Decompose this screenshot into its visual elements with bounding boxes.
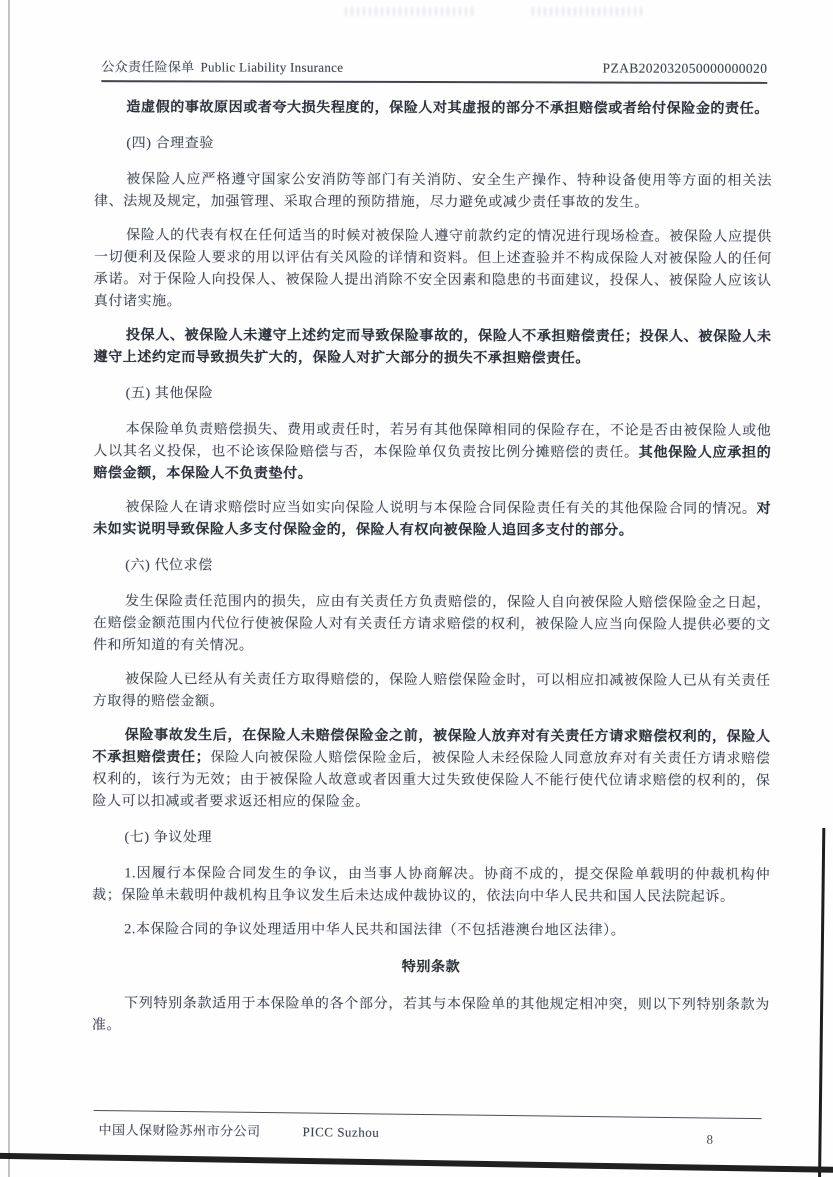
body-blocks <box>92 85 773 1051</box>
text-segment: 1.因履行本保险合同发生的争议，由当事人协商解决。协商不成的，提交保险单载明的仲裁机构仲裁；保险单未载明仲裁机构且争议发生后未达成仲裁协议的，依法向中华人民共和国人民法院起诉。 <box>92 866 771 905</box>
text-segment: 下列特别条款适用于本保险单的各个部分，若其与本保险单的其他规定相冲突，则以下列特别条款为准。 <box>91 996 770 1034</box>
page-header <box>101 56 767 84</box>
policy-number: PZAB202032050000000020 <box>602 60 768 76</box>
paragraph <box>92 863 770 909</box>
bold-text-segment: 造虚假的事故原因或者夸大损失程度的，保险人对其虚报的部分不承担赔偿或者给付保险金的责任。 <box>126 100 769 117</box>
bold-text-segment: 特别条款 <box>401 959 461 976</box>
text-segment: (四) 合理查验 <box>126 136 214 152</box>
text-segment: 发生保险责任范围内的损失，应由有关责任方负责赔偿的，保险人自向被保险人赔偿保险金之日起，在赔偿金额范围内代位行使被保险人对有关责任方请求赔偿的权利，被保险人应当向保险人提供必要的文件和所知道的有关情况。 <box>92 594 771 654</box>
text-segment: 被保险人在请求赔偿时应当如实向保险人说明与本保险合同保险责任有关的其他保险合同的情况。 <box>125 500 757 517</box>
clause-heading <box>92 827 770 851</box>
paragraph <box>93 497 771 543</box>
document-type-zh: 公众责任险保单 <box>101 59 195 75</box>
bold-text-segment: 其他保险人应承担的赔偿金额，本保险人不负责垫付。 <box>93 445 772 482</box>
bold-text-segment: 对未如实说明导致保险人多支付保险金的，保险人有权向被保险人追回多支付的部分。 <box>93 501 772 539</box>
paragraph <box>93 419 771 487</box>
paragraph <box>93 669 771 715</box>
text-segment: (七) 争议处理 <box>124 830 213 846</box>
paragraph <box>94 325 772 371</box>
bold-text-segment: 投保人、被保险人未遵守上述约定而导致保险事故的，保险人不承担赔偿责任；投保人、被保险人未遵守上述约定而导致损失扩大的，保险人对扩大部分的损失不承担赔偿责任。 <box>93 328 772 367</box>
paragraph <box>92 993 770 1039</box>
text-segment: (六) 代位求偿 <box>125 558 213 574</box>
clause-heading <box>94 133 772 157</box>
document-type-label <box>101 56 343 76</box>
footer-company-en: PICC Suzhou <box>302 1124 380 1140</box>
clause-heading <box>93 555 771 579</box>
clause-heading <box>93 383 771 407</box>
paragraph <box>92 725 770 815</box>
footer-rule <box>94 1110 762 1119</box>
page-number: 8 <box>706 1131 714 1147</box>
text-segment: 保险人的代表有权在任何适当的时候对被保险人遵守前款约定的情况进行现场检查。被保险人应提供一切便利及保险人要求的用以评估有关风险的详情和资料。但上述查验并不构成保险人对被保险人的任何承诺。对于保险人向投保人、被保险人提出消除不安全因素和隐患的书面建议，投保人、被保险人应该认真付诸实施。 <box>93 228 772 310</box>
page-footer <box>98 1119 379 1141</box>
paragraph <box>93 591 771 659</box>
special-clause-title <box>92 956 770 980</box>
text-segment: 被保险人应严格遵守国家公安消防等部门有关消防、安全生产操作、特种设备使用等方面的相关法律、法规及规定，加强管理、采取合理的预防措施，尽力避免或减少责任事故的发生。 <box>93 172 773 211</box>
paragraph <box>92 919 770 943</box>
text-segment: (五) 其他保险 <box>125 386 214 402</box>
paragraph <box>94 169 772 215</box>
paragraph <box>94 225 772 315</box>
text-segment: 被保险人已经从有关责任方取得赔偿的，保险人赔偿保险金时，可以相应扣减被保险人已从有关责任方取得的赔偿金额。 <box>92 672 771 710</box>
text-segment: 本保险单负责赔偿损失、费用或责任时，若另有其他保障相同的保险存在，不论是否由被保险人或他人以其名义投保，也不论该保险赔偿与否，本保险单仅负责按比例分摊赔偿的责任。 <box>93 422 772 461</box>
text-segment: 2.本保险合同的争议处理适用中华人民共和国法律（不包括港澳台地区法律）。 <box>124 922 626 939</box>
paragraph <box>94 97 772 121</box>
text-segment: 保险人向被保险人赔偿保险金后，被保险人未经保险人同意放弃对有关责任方请求赔偿权利的，该行为无效；由于被保险人故意或者因重大过失致使保险人不能行使代位请求赔偿的权利的，保险人可以扣减或者要求返还相应的保险金。 <box>92 750 771 810</box>
document-type-en: Public Liability Insurance <box>200 59 344 75</box>
footer-company-zh: 中国人保财险苏州市分公司 <box>98 1122 261 1139</box>
bold-text-segment: 保险事故发生后，在保险人未赔偿保险金之前，被保险人放弃对有关责任方请求赔偿权利的，保险人不承担赔偿责任； <box>92 728 771 766</box>
